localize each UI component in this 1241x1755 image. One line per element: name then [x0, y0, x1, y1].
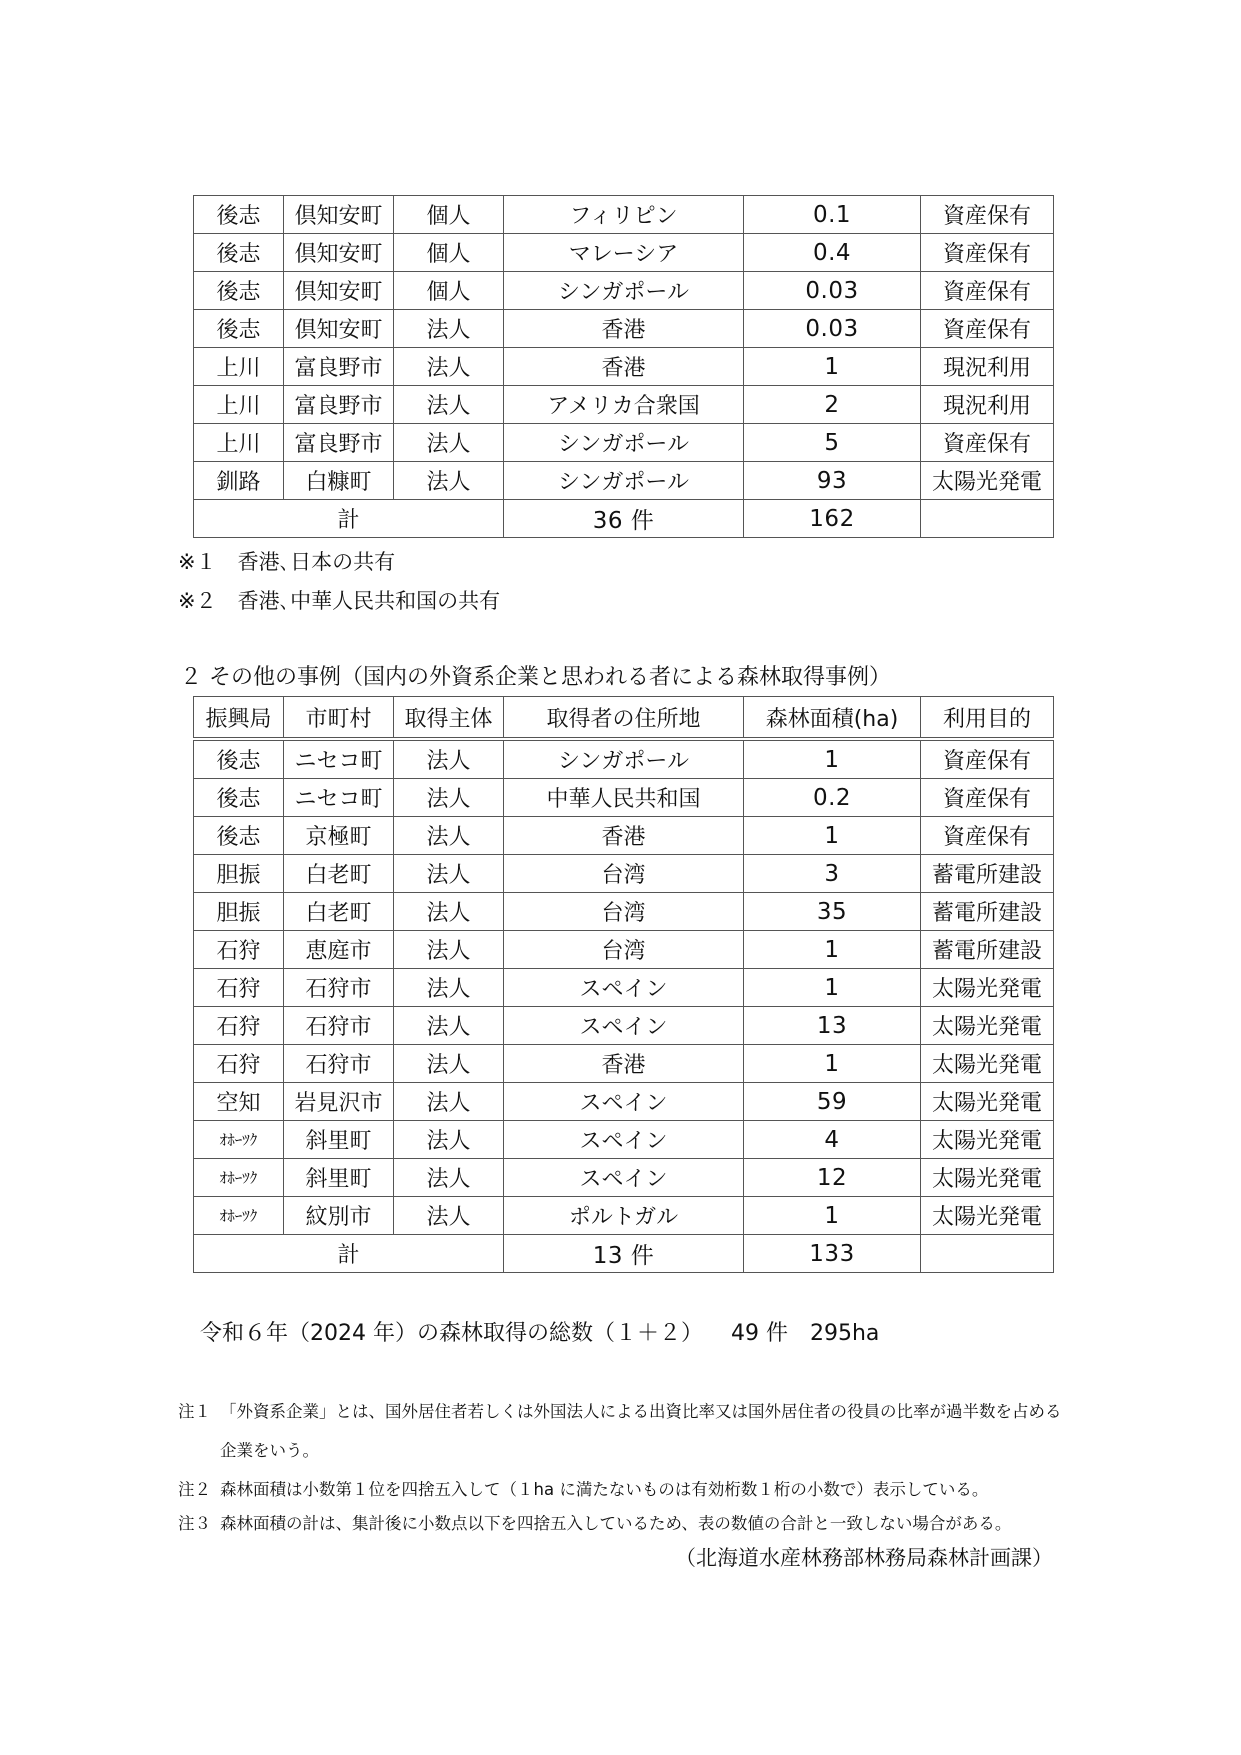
entity-cell: 個人 [394, 234, 504, 272]
area-cell: 1 [744, 1045, 921, 1083]
bureau-cell: 石狩 [194, 1045, 284, 1083]
table-row [194, 1121, 1054, 1159]
area-cell: 1 [744, 969, 921, 1007]
address-cell: スペイン [504, 1007, 744, 1045]
bureau-cell: 上川 [194, 386, 284, 424]
entity-cell: 法人 [394, 779, 504, 817]
purpose-cell: 太陽光発電 [921, 1083, 1054, 1121]
entity-cell: 法人 [394, 1159, 504, 1197]
bureau-cell: 石狩 [194, 931, 284, 969]
purpose-cell: 太陽光発電 [921, 1007, 1054, 1045]
purpose-cell: 太陽光発電 [921, 1121, 1054, 1159]
entity-cell: 法人 [394, 348, 504, 386]
table1-body [194, 196, 1054, 538]
area-cell: 1 [744, 1197, 921, 1235]
bureau-cell: 後志 [194, 739, 284, 779]
bureau-cell: ｵﾎｰﾂｸ [194, 1197, 284, 1235]
column-header: 森林面積(ha) [744, 697, 921, 740]
address-cell: アメリカ合衆国 [504, 386, 744, 424]
purpose-cell: 資産保有 [921, 779, 1054, 817]
area-cell: 93 [744, 462, 921, 500]
address-cell: スペイン [504, 1121, 744, 1159]
area-cell: 1 [744, 348, 921, 386]
grand-total-line [200, 1316, 879, 1347]
address-cell: シンガポール [504, 272, 744, 310]
area-cell: 5 [744, 424, 921, 462]
purpose-cell: 資産保有 [921, 424, 1054, 462]
address-cell: 台湾 [504, 931, 744, 969]
grand-total-area: 295ha [809, 1321, 880, 1346]
area-cell: 4 [744, 1121, 921, 1159]
area-cell: 0.4 [744, 234, 921, 272]
footnote-text: 「外資系企業」とは、国外居住者若しくは外国法人による出資比率又は国外居住者の役員の比率が過半数を占める [220, 1402, 1062, 1421]
city-cell: 白老町 [284, 893, 394, 931]
table-row [194, 310, 1054, 348]
bureau-cell: ｵﾎｰﾂｸ [194, 1159, 284, 1197]
total-purpose-cell [921, 1235, 1054, 1273]
purpose-cell: 資産保有 [921, 234, 1054, 272]
area-cell: 0.2 [744, 779, 921, 817]
address-cell: 台湾 [504, 855, 744, 893]
header-row [194, 697, 1054, 740]
table-row [194, 424, 1054, 462]
table-row [194, 893, 1054, 931]
address-cell: スペイン [504, 1083, 744, 1121]
table-row [194, 739, 1054, 779]
entity-cell: 法人 [394, 855, 504, 893]
bureau-cell: 胆振 [194, 855, 284, 893]
footnote-3 [178, 1510, 1011, 1534]
city-cell: 富良野市 [284, 348, 394, 386]
table2-body [194, 739, 1054, 1273]
area-cell: 1 [744, 817, 921, 855]
city-cell: 石狩市 [284, 1045, 394, 1083]
footnote-1-continuation: 企業をいう。 [220, 1441, 319, 1460]
entity-cell: 法人 [394, 1007, 504, 1045]
area-cell: 0.03 [744, 272, 921, 310]
entity-cell: 法人 [394, 1197, 504, 1235]
city-cell: 斜里町 [284, 1159, 394, 1197]
entity-cell: 法人 [394, 817, 504, 855]
city-cell: 倶知安町 [284, 310, 394, 348]
purpose-cell: 蓄電所建設 [921, 855, 1054, 893]
city-cell: 富良野市 [284, 424, 394, 462]
bureau-cell: 釧路 [194, 462, 284, 500]
source-attribution: （北海道水産林務部林務局森林計画課） [675, 1546, 1053, 1570]
city-cell: 富良野市 [284, 386, 394, 424]
address-cell: 香港 [504, 1045, 744, 1083]
area-cell: 59 [744, 1083, 921, 1121]
bureau-cell: 後志 [194, 310, 284, 348]
bureau-cell: 上川 [194, 424, 284, 462]
purpose-cell: 資産保有 [921, 196, 1054, 234]
purpose-cell: 資産保有 [921, 817, 1054, 855]
purpose-cell: 蓄電所建設 [921, 931, 1054, 969]
bureau-cell: 空知 [194, 1083, 284, 1121]
bureau-cell: 後志 [194, 234, 284, 272]
column-header: 取得主体 [394, 697, 504, 740]
city-cell: 倶知安町 [284, 234, 394, 272]
entity-cell: 個人 [394, 272, 504, 310]
table-row [194, 779, 1054, 817]
total-count-cell: 36 件 [504, 500, 744, 538]
address-cell: シンガポール [504, 424, 744, 462]
bureau-cell: 胆振 [194, 893, 284, 931]
bureau-cell: 石狩 [194, 969, 284, 1007]
city-cell: 白糠町 [284, 462, 394, 500]
footnote-label: 注１ [178, 1402, 211, 1421]
grand-total-count: 49 件 [730, 1321, 788, 1346]
footnote-text: 森林面積は小数第１位を四捨五入して（１ha に満たないものは有効桁数１桁の小数で）表示している。 [220, 1480, 989, 1499]
city-cell: 倶知安町 [284, 196, 394, 234]
purpose-cell: 資産保有 [921, 272, 1054, 310]
purpose-cell: 太陽光発電 [921, 1045, 1054, 1083]
address-cell: ポルトガル [504, 1197, 744, 1235]
footnote-1 [178, 1398, 1062, 1422]
column-header: 市町村 [284, 697, 394, 740]
city-cell: 斜里町 [284, 1121, 394, 1159]
star-note-1: ※１ 香港､日本の共有 [178, 550, 396, 574]
total-area-cell: 133 [744, 1235, 921, 1273]
footnote-2 [178, 1476, 988, 1500]
address-cell: 香港 [504, 348, 744, 386]
city-cell: 京極町 [284, 817, 394, 855]
address-cell: 香港 [504, 817, 744, 855]
entity-cell: 法人 [394, 424, 504, 462]
city-cell: 倶知安町 [284, 272, 394, 310]
area-cell: 0.03 [744, 310, 921, 348]
total-label-cell: 計 [194, 500, 504, 538]
entity-cell: 法人 [394, 1045, 504, 1083]
area-cell: 13 [744, 1007, 921, 1045]
table-row [194, 1045, 1054, 1083]
grand-total-label: 令和６年（2024 年）の森林取得の総数（１＋２） [200, 1321, 703, 1346]
domestic-foreign-capital-table [193, 696, 1054, 1273]
total-count-cell: 13 件 [504, 1235, 744, 1273]
column-header: 振興局 [194, 697, 284, 740]
table-row [194, 931, 1054, 969]
table2-header [194, 697, 1054, 740]
area-cell: 3 [744, 855, 921, 893]
table-total-row [194, 500, 1054, 538]
entity-cell: 法人 [394, 386, 504, 424]
bureau-cell: 石狩 [194, 1007, 284, 1045]
purpose-cell: 現況利用 [921, 348, 1054, 386]
table-row [194, 272, 1054, 310]
column-header: 利用目的 [921, 697, 1054, 740]
section-2-title: ２ その他の事例（国内の外資系企業と思われる者による森林取得事例） [180, 665, 891, 690]
city-cell: 石狩市 [284, 969, 394, 1007]
city-cell: 岩見沢市 [284, 1083, 394, 1121]
total-area-cell: 162 [744, 500, 921, 538]
address-cell: スペイン [504, 1159, 744, 1197]
purpose-cell: 蓄電所建設 [921, 893, 1054, 931]
table-row [194, 1197, 1054, 1235]
table-row [194, 1083, 1054, 1121]
purpose-cell: 太陽光発電 [921, 969, 1054, 1007]
address-cell: スペイン [504, 969, 744, 1007]
entity-cell: 法人 [394, 310, 504, 348]
column-header: 取得者の住所地 [504, 697, 744, 740]
address-cell: 台湾 [504, 893, 744, 931]
city-cell: 石狩市 [284, 1007, 394, 1045]
address-cell: シンガポール [504, 462, 744, 500]
entity-cell: 法人 [394, 969, 504, 1007]
table-total-row [194, 1235, 1054, 1273]
bureau-cell: 後志 [194, 779, 284, 817]
table-row [194, 855, 1054, 893]
bureau-cell: 後志 [194, 817, 284, 855]
purpose-cell: 資産保有 [921, 739, 1054, 779]
area-cell: 0.1 [744, 196, 921, 234]
table-row [194, 1007, 1054, 1045]
foreign-acquisition-table-continued [193, 195, 1054, 538]
table-row [194, 386, 1054, 424]
total-purpose-cell [921, 500, 1054, 538]
table-row [194, 196, 1054, 234]
address-cell: シンガポール [504, 739, 744, 779]
city-cell: ニセコ町 [284, 739, 394, 779]
address-cell: フィリピン [504, 196, 744, 234]
bureau-cell: 後志 [194, 196, 284, 234]
address-cell: 中華人民共和国 [504, 779, 744, 817]
area-cell: 1 [744, 931, 921, 969]
entity-cell: 法人 [394, 1083, 504, 1121]
footnote-text: 森林面積の計は、集計後に小数点以下を四捨五入しているため、表の数値の合計と一致しない場合がある。 [220, 1514, 1012, 1533]
bureau-cell: 上川 [194, 348, 284, 386]
area-cell: 12 [744, 1159, 921, 1197]
area-cell: 2 [744, 386, 921, 424]
table-row [194, 234, 1054, 272]
area-cell: 35 [744, 893, 921, 931]
table-row [194, 1159, 1054, 1197]
purpose-cell: 現況利用 [921, 386, 1054, 424]
city-cell: 恵庭市 [284, 931, 394, 969]
entity-cell: 法人 [394, 931, 504, 969]
footnote-label: 注２ [178, 1480, 211, 1499]
bureau-cell: ｵﾎｰﾂｸ [194, 1121, 284, 1159]
area-cell: 1 [744, 739, 921, 779]
city-cell: ニセコ町 [284, 779, 394, 817]
bureau-cell: 後志 [194, 272, 284, 310]
address-cell: マレーシア [504, 234, 744, 272]
purpose-cell: 太陽光発電 [921, 1197, 1054, 1235]
entity-cell: 法人 [394, 739, 504, 779]
purpose-cell: 太陽光発電 [921, 462, 1054, 500]
entity-cell: 法人 [394, 462, 504, 500]
city-cell: 紋別市 [284, 1197, 394, 1235]
total-label-cell: 計 [194, 1235, 504, 1273]
city-cell: 白老町 [284, 855, 394, 893]
table-row [194, 462, 1054, 500]
entity-cell: 法人 [394, 1121, 504, 1159]
star-note-2: ※２ 香港､中華人民共和国の共有 [178, 589, 501, 613]
purpose-cell: 資産保有 [921, 310, 1054, 348]
address-cell: 香港 [504, 310, 744, 348]
purpose-cell: 太陽光発電 [921, 1159, 1054, 1197]
table-row [194, 348, 1054, 386]
footnote-label: 注３ [178, 1514, 211, 1533]
entity-cell: 個人 [394, 196, 504, 234]
table-row [194, 969, 1054, 1007]
table-row [194, 817, 1054, 855]
entity-cell: 法人 [394, 893, 504, 931]
